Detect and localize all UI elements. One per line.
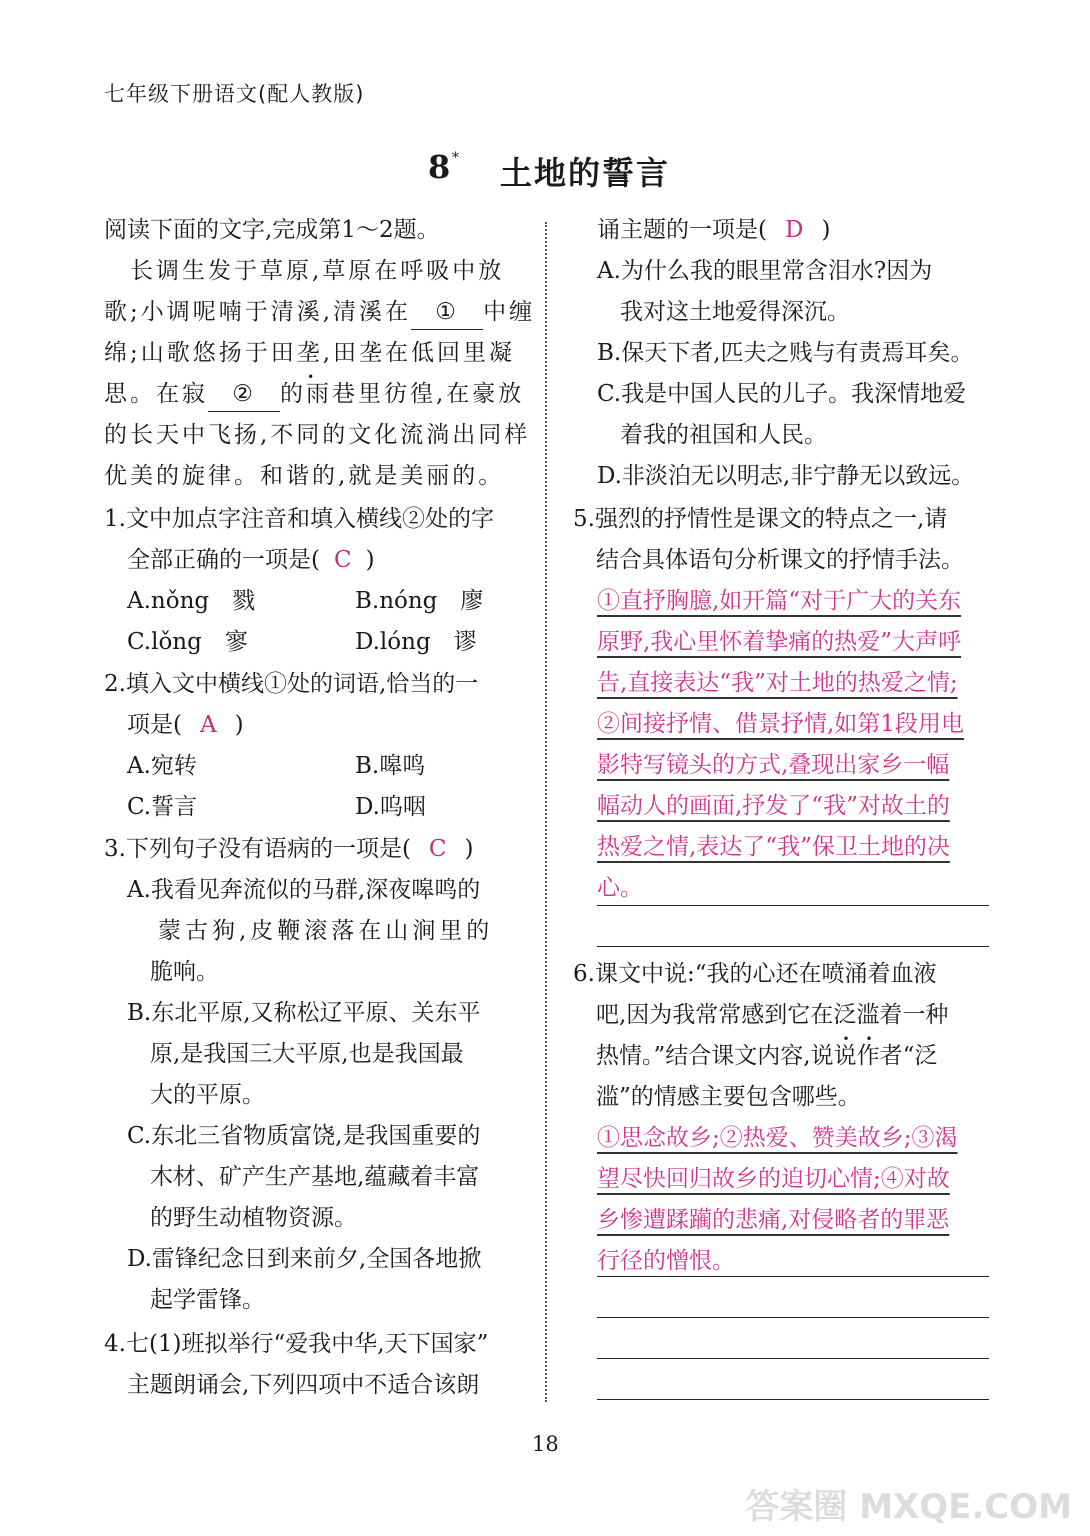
option-c-cont: 木材、矿产生产基地,蕴藏着丰富 — [104, 1164, 480, 1190]
option-d: D.雷锋纪念日到来前夕,全国各地掀 — [104, 1246, 482, 1272]
answer-rule — [597, 946, 989, 947]
question-6-cont: 吧,因为我常常感到它在泛滥着一种 — [573, 1002, 949, 1028]
question-6: 6.课文中说:“我的心还在喷涌着血液 — [573, 961, 937, 987]
passage-line: 思。在寂 ② 的雨巷里彷徨,在豪放 — [104, 377, 524, 411]
dotted-char: 垄 — [296, 340, 323, 366]
option-a-cont: 脆响。 — [104, 959, 219, 985]
option-a: A.我看见奔流似的马群,深夜嗥鸣的 — [104, 877, 481, 903]
option-c: C.我是中国人民的儿子。我深情地爱 — [597, 381, 967, 407]
option-c-cont: 的野生动植物资源。 — [104, 1205, 357, 1231]
book-header: 七年级下册语文(配人教版) — [104, 82, 365, 106]
answer-rule — [597, 1317, 989, 1318]
answer-5-line: 告,直接表达“我”对土地的热爱之情; — [597, 670, 958, 696]
option-a: A.为什么我的眼里常含泪水?因为 — [597, 258, 933, 284]
option-d: D.呜咽 — [332, 794, 426, 820]
option-d: D.非淡泊无以明志,非宁静无以致远。 — [597, 463, 975, 489]
option-d: D.lóng 谬 — [332, 629, 477, 655]
question-4-cont: 诵主题的一项是( D ) — [597, 217, 831, 243]
answer-5-line: 原野,我心里怀着挚痛的热爱”大声呼 — [597, 629, 962, 655]
option-a: A.宛转 — [104, 753, 197, 779]
passage-line: 的长天中飞扬,不同的文化流淌出同样 — [104, 422, 531, 448]
answer-6-line: 望尽快回归故乡的迫切心情;④对故 — [597, 1166, 950, 1192]
reading-instruction: 阅读下面的文字,完成第1～2题。 — [104, 217, 440, 243]
passage-line: 优美的旋律。和谐的,就是美丽的。 — [104, 463, 505, 489]
question-5: 5.强烈的抒情性是课文的特点之一,请 — [573, 506, 948, 532]
passage-line: 歌;小调呢喃于清溪,清溪在 ① 中缠 — [104, 295, 535, 329]
dotted-char: 泛 — [833, 1002, 857, 1028]
option-b-cont: 大的平原。 — [104, 1082, 265, 1108]
option-c-cont: 着我的祖国和人民。 — [597, 422, 827, 448]
blank-2: ② — [208, 377, 280, 412]
answer-5-line: 影特写镜头的方式,叠现出家乡一幅 — [597, 752, 950, 778]
option-c: C.lǒng 寥 — [104, 629, 248, 655]
option-b: B.嗥鸣 — [332, 753, 426, 779]
question-2: 2.填入文中横线①处的词语,恰当的一 — [104, 671, 479, 697]
passage-line: 长调生发于草原,草原在呼吸中放 — [104, 258, 505, 284]
answer-q2: A — [199, 712, 217, 738]
question-5-cont: 结合具体语句分析课文的抒情手法。 — [573, 547, 964, 573]
lesson-star: * — [452, 150, 459, 166]
column-divider — [545, 222, 547, 1402]
option-a: A.nǒng 戮 — [104, 588, 256, 614]
lesson-title: 土地的誓言 — [500, 154, 671, 192]
option-a-cont: 我对这土地爱得深沉。 — [597, 299, 850, 325]
answer-5-line: 幅动人的画面,抒发了“我”对故土的 — [597, 793, 950, 819]
option-b-cont: 原,是我国三大平原,也是我国最 — [104, 1041, 464, 1067]
answer-rule — [597, 1399, 989, 1400]
option-c: C.东北三省物质富饶,是我国重要的 — [104, 1123, 481, 1149]
answer-5-line: 热爱之情,表达了“我”保卫土地的决 — [597, 834, 950, 860]
answer-6-line: 行径的憎恨。 — [597, 1248, 735, 1274]
watermark-logo: 答案圈 MXQE.COM — [745, 1487, 1072, 1527]
question-6-cont: 热情。”结合课文内容,说说作者“泛 — [573, 1043, 938, 1069]
option-b: B.保天下者,匹夫之贱与有责焉耳矣。 — [597, 340, 974, 366]
question-4: 4.七(1)班拟举行“爱我中华,天下国家” — [104, 1331, 489, 1357]
question-1-cont: 全部正确的一项是( C ) — [104, 547, 375, 573]
lesson-number: 8 — [428, 148, 451, 186]
answer-q1: C — [333, 547, 352, 573]
question-2-cont: 项是( A ) — [104, 712, 244, 738]
option-a-cont: 蒙古狗,皮鞭滚落在山涧里的 — [104, 918, 494, 944]
question-4-cont: 主题朗诵会,下列四项中不适合该朗 — [104, 1372, 480, 1398]
answer-6-line: 乡惨遭蹂躏的悲痛,对侵略者的罪恶 — [597, 1207, 950, 1233]
passage-line: 绵;山歌悠扬于田垄,田垄在低回里凝 — [104, 340, 516, 366]
answer-rule — [597, 1276, 989, 1277]
question-1: 1.文中加点字注音和填入横线②处的字 — [104, 506, 494, 532]
blank-1: ① — [411, 295, 483, 330]
option-b: B.nóng 廖 — [332, 588, 484, 614]
answer-5-line: 心。 — [597, 875, 643, 901]
answer-rule — [597, 905, 989, 906]
question-6-cont: 滥”的情感主要包含哪些。 — [573, 1084, 861, 1110]
option-d-cont: 起学雷锋。 — [104, 1287, 265, 1313]
option-b: B.东北平原,又称松辽平原、关东平 — [104, 1000, 481, 1026]
question-3: 3.下列句子没有语病的一项是( C ) — [104, 836, 474, 862]
page-number: 18 — [532, 1432, 559, 1456]
answer-q3: C — [428, 836, 447, 862]
option-c: C.誓言 — [104, 794, 198, 820]
answer-5-line: ①直抒胸臆,如开篇“对于广大的关东 — [597, 588, 962, 614]
answer-5-line: ②间接抒情、借景抒情,如第1段用电 — [597, 711, 964, 737]
dotted-char: 滥 — [856, 1002, 880, 1028]
answer-rule — [597, 1358, 989, 1359]
answer-q4: D — [784, 217, 804, 243]
answer-6-line: ①思念故乡;②热爱、赞美故乡;③渴 — [597, 1125, 958, 1151]
